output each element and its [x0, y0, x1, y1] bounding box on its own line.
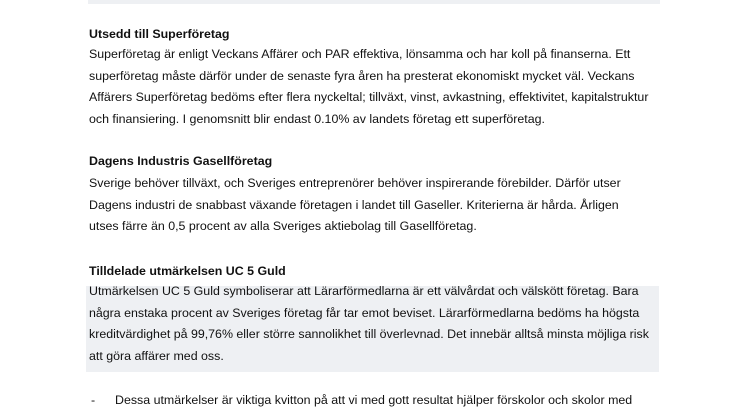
section-text-gasell [89, 173, 621, 238]
text-line: och finansiering. I genomsnitt blir endast 0.10% av landets företag ett superföretag. [89, 111, 545, 126]
bullet-marker: - [91, 393, 96, 407]
text-line: Sverige behöver tillväxt, och Sveriges entreprenörer behöver inspirerande förebilder. Därför utser [89, 176, 621, 190]
header-band [88, 0, 660, 4]
text-line: kreditvärdighet på 99,76% eller större sannolikhet till överlevnad. Det innebär alltså minsta möjliga risk [89, 327, 649, 341]
section-title-uc5: Tilldelade utmärkelsen UC 5 Guld [89, 264, 286, 278]
section-text-uc5 [89, 281, 649, 367]
section-title-superforetag: Utsedd till Superföretag [89, 27, 230, 41]
text-line: utses färre än 0,5 procent av alla Sveriges aktiebolag till Gasellföretag. [89, 219, 477, 233]
text-line: att göra affärer med oss. [89, 348, 224, 363]
text-line: Utmärkelsen UC 5 Guld symboliserar att Lärarförmedlarna är ett välvårdat och välskött företag. Bara [89, 284, 639, 298]
bullet-text-line: Dessa utmärkelser är viktiga kvitton på att vi med gott resultat hjälper förskolor och skolor med [115, 393, 633, 407]
text-line: Dagens industri de snabbast växande företagen i landet till Gaseller. Kriterierna är hårda. Årligen [89, 197, 619, 212]
text-line: Superföretag är enligt Veckans Affärer och PAR effektiva, lönsamma och har koll på finanserna. Ett [89, 47, 631, 61]
text-line: några enstaka procent av Sveriges företag får tar emot beviset. Lärarförmedlarna bedöms ha högsta [89, 305, 640, 320]
bullet-item [89, 390, 664, 412]
text-line: Affärers Superföretag bedöms efter flera nyckeltal; tillväxt, vinst, avkastning, effektivitet, kapitalstruktur [89, 90, 649, 104]
text-line: superföretag måste därför under de senaste fyra åren ha presterat ekonomiskt mycket väl. Veckans [89, 68, 635, 83]
section-title-gasell: Dagens Industris Gasellföretag [89, 154, 273, 168]
section-text-superforetag [89, 44, 648, 130]
